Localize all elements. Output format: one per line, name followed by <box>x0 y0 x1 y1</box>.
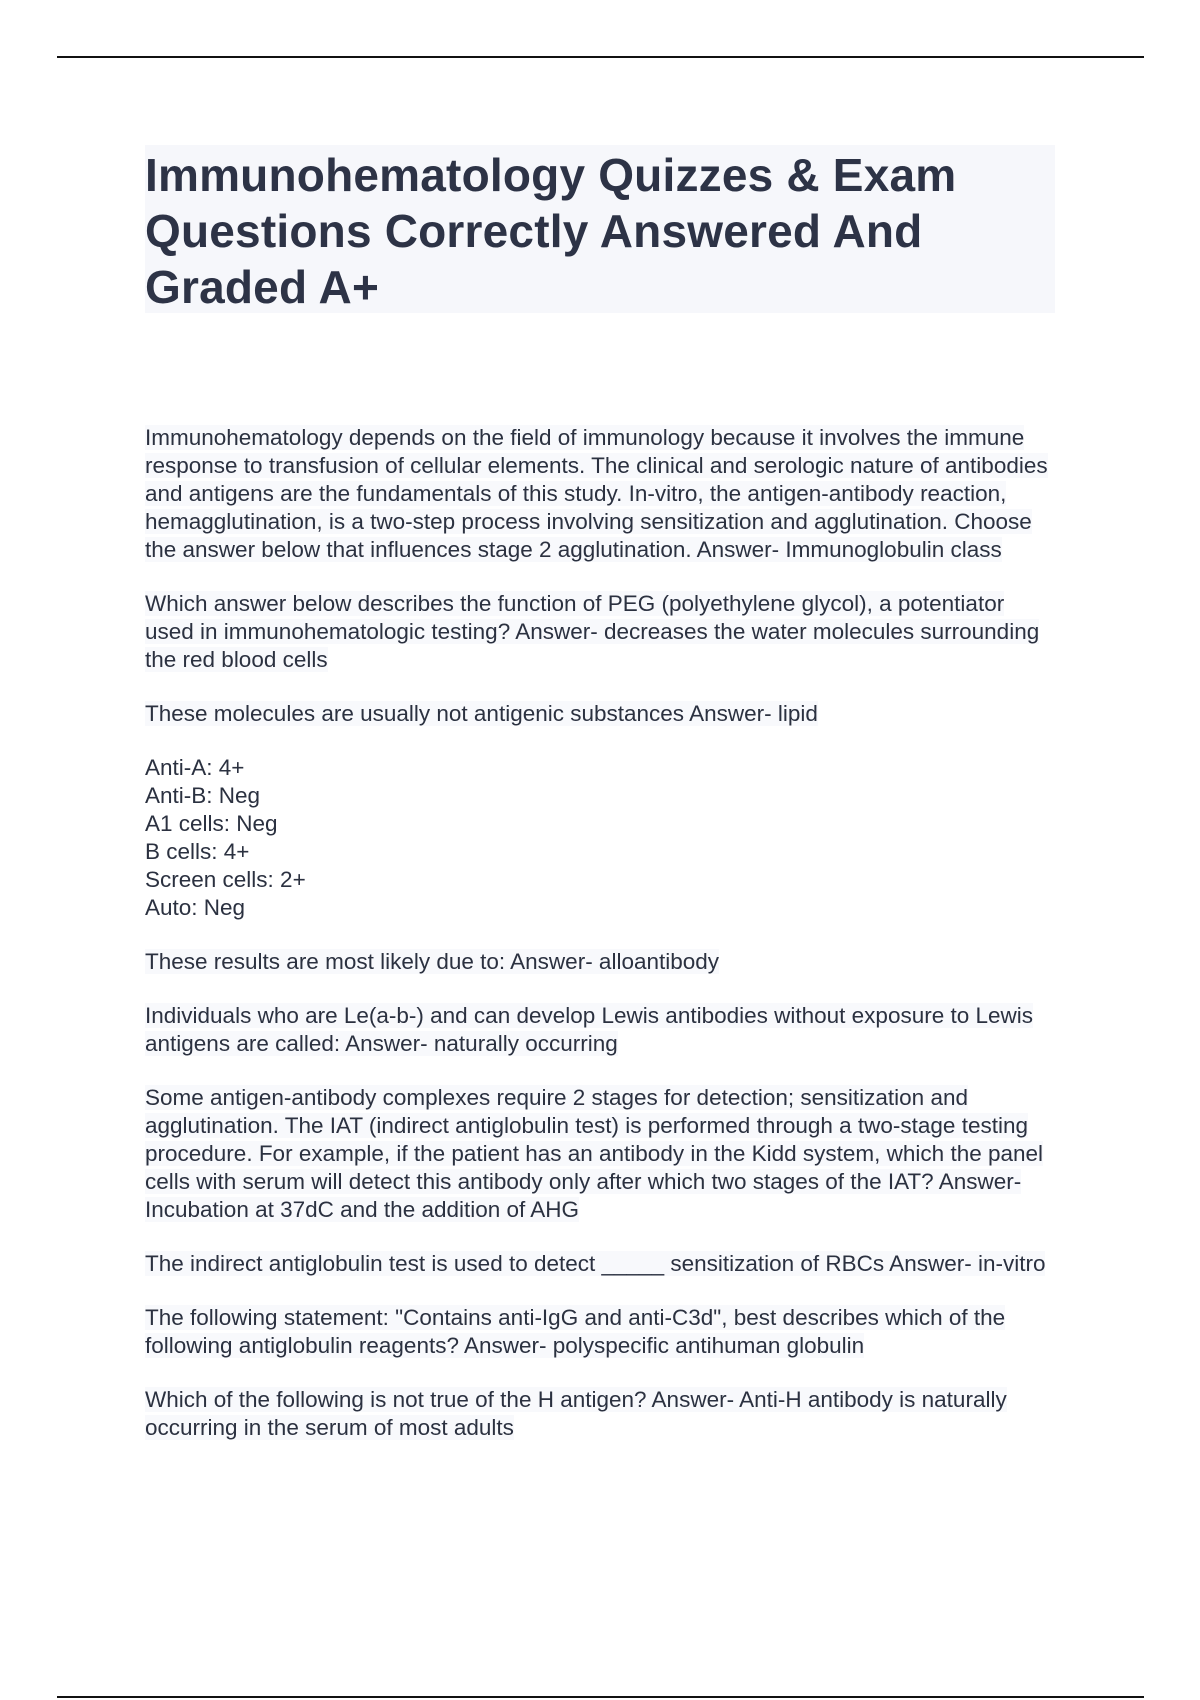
question-item <box>145 1304 1055 1360</box>
footer-rule <box>57 1696 1144 1698</box>
result-line: Anti-B: Neg <box>145 783 261 808</box>
document-title: Immunohematology Quizzes & Exam Questions Correctly Answered And Graded A+ <box>145 149 957 313</box>
result-line: Anti-A: 4+ <box>145 755 245 780</box>
result-line: A1 cells: Neg <box>145 811 278 836</box>
test-results-list <box>145 754 1055 922</box>
result-line: B cells: 4+ <box>145 839 250 864</box>
question-item <box>145 948 1055 976</box>
question-item <box>145 1084 1055 1224</box>
question-text: The indirect antiglobulin test is used to detect _____ sensitization of RBCs Answer- in-vitro <box>145 1251 1046 1276</box>
question-item <box>145 1002 1055 1058</box>
question-item <box>145 1250 1055 1278</box>
document-body <box>145 424 1055 1468</box>
question-item <box>145 700 1055 728</box>
question-text: Individuals who are Le(a-b-) and can develop Lewis antibodies without exposure to Lewis antigens are called: Answer- naturally occurring <box>145 1003 1034 1056</box>
question-item <box>145 424 1055 564</box>
question-text: These results are most likely due to: Answer- alloantibody <box>145 949 720 974</box>
question-text: Immunohematology depends on the field of immunology because it involves the immune response to transfusion of cellular elements. The clinical and serologic nature of antibodies and antigens are the fundamentals of this study. In-vitro, the antigen-antibody reaction, hemagglutination, is a two-step process involving sensitization and agglutination. Choose the answer below that influences stage 2 agglutination. Answer- Immunoglobulin class <box>145 425 1048 562</box>
header-rule <box>57 56 1144 58</box>
question-text: These molecules are usually not antigenic substances Answer- lipid <box>145 701 818 726</box>
question-text: Some antigen-antibody complexes require 2 stages for detection; sensitization and agglutination. The IAT (indirect antiglobulin test) is performed through a two-stage testing procedure. For example, if the patient has an antibody in the Kidd system, which the panel cells with serum will detect this antibody only after which two stages of the IAT? Answer- Incubation at 37dC and the addition of AHG <box>145 1085 1044 1222</box>
question-text: The following statement: "Contains anti-IgG and anti-C3d", best describes which of the following antiglobulin reagents? Answer- polyspecific antihuman globulin <box>145 1305 1006 1358</box>
question-text: Which of the following is not true of the H antigen? Answer- Anti-H antibody is naturally occurring in the serum of most adults <box>145 1387 1007 1440</box>
question-text: Which answer below describes the function of PEG (polyethylene glycol), a potentiator used in immunohematologic testing? Answer- decreases the water molecules surrounding the red blood cells <box>145 591 1040 672</box>
result-line: Auto: Neg <box>145 895 246 920</box>
question-item <box>145 1386 1055 1442</box>
result-line: Screen cells: 2+ <box>145 867 306 892</box>
title-block <box>145 145 1055 313</box>
question-item <box>145 590 1055 674</box>
